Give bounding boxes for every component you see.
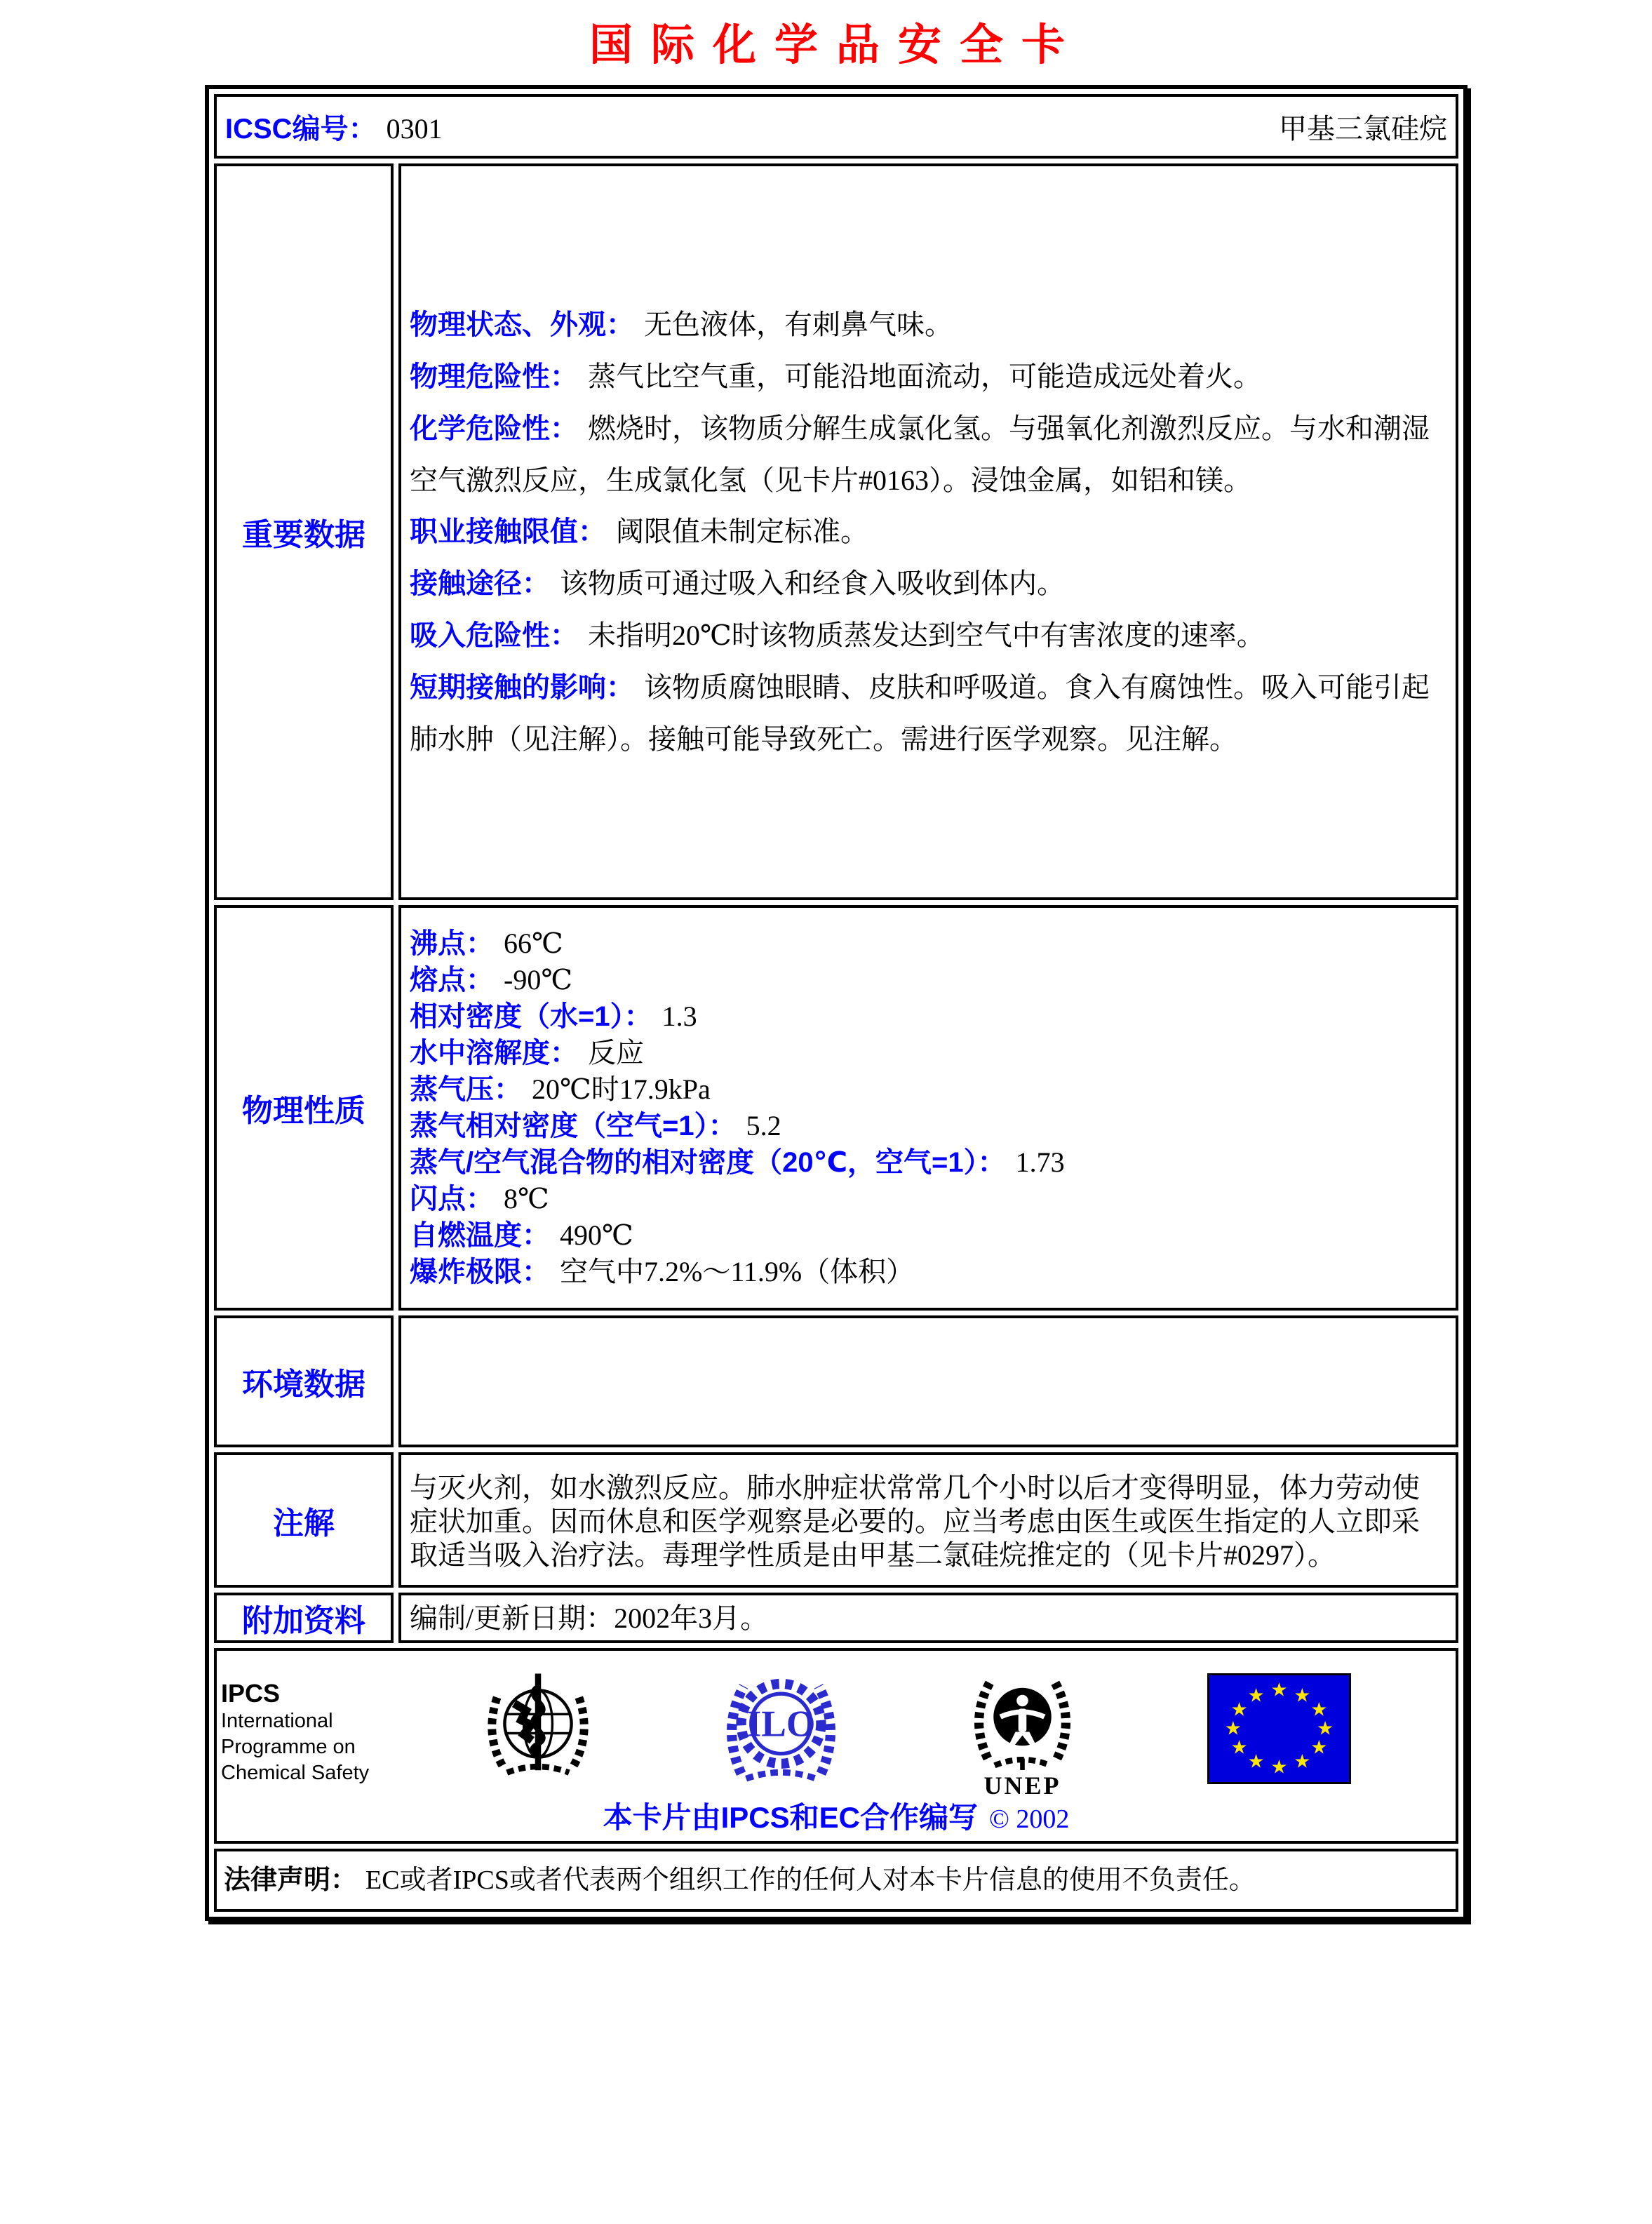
row-legal-statement — [214, 1849, 1458, 1912]
item-text: 20℃时17.9kPa — [532, 1073, 711, 1105]
icsc-card-table — [205, 85, 1468, 1921]
item-text: -90℃ — [504, 964, 573, 996]
chemical-name: 甲基三氯硅烷 — [1279, 112, 1447, 145]
credit-year: © 2002 — [989, 1804, 1070, 1834]
item-text: 未指明20℃时该物质蒸发达到空气中有害浓度的速率。 — [588, 619, 1265, 651]
item-label: 熔点： — [410, 965, 494, 996]
icsc-number-group — [225, 107, 443, 147]
item-text: 8℃ — [504, 1183, 549, 1214]
physical-properties-content — [398, 905, 1458, 1311]
physical-property-item — [410, 1108, 1447, 1144]
item-text: 阈限值未制定标准。 — [616, 516, 868, 547]
eu-star-icon: ★ — [1294, 1684, 1311, 1707]
important-data-row-label: 重要数据 — [214, 163, 394, 900]
additional-info-row-label: 附加资料 — [214, 1593, 394, 1643]
item-label: 吸入危险性： — [410, 620, 578, 651]
eu-star-icon: ★ — [1310, 1699, 1328, 1721]
page-title: 国际化学品安全卡 — [589, 21, 1083, 69]
physical-property-item — [410, 1217, 1447, 1254]
item-label: 爆炸极限： — [410, 1257, 550, 1287]
important-data-item — [410, 558, 1447, 610]
item-label: 自燃温度： — [410, 1220, 550, 1251]
legal-statement — [217, 1864, 1456, 1896]
physical-property-item — [410, 1181, 1447, 1217]
physical-property-item — [410, 1144, 1447, 1181]
item-text: 该物质腐蚀眼睛、皮肤和呼吸道。食入有腐蚀性。吸入可能引起肺水肿（见注解）。接触可能导致死亡。需进行医学观察。见注解。 — [410, 671, 1430, 755]
row-important-data — [214, 163, 1458, 900]
item-text: 490℃ — [560, 1219, 633, 1251]
item-label: 相对密度（水=1）： — [410, 1001, 652, 1032]
unep-logo-label: UNEP — [983, 1771, 1061, 1800]
svg-text:ILO: ILO — [746, 1702, 816, 1745]
credit-text: 本卡片由IPCS和EC合作编写 — [603, 1801, 978, 1834]
credit-line — [217, 1795, 1456, 1837]
ipcs-text-block — [221, 1679, 369, 1786]
ipcs-line-3: Chemical Safety — [221, 1762, 370, 1784]
eu-star-icon: ★ — [1270, 1756, 1288, 1778]
icsc-number-value: 0301 — [386, 112, 443, 145]
physical-property-item — [410, 925, 1447, 962]
item-text: 1.3 — [662, 1000, 697, 1032]
eu-star-icon: ★ — [1230, 1699, 1248, 1721]
physical-property-item — [410, 1071, 1447, 1108]
item-text: 1.73 — [1015, 1146, 1065, 1178]
logos-strip — [217, 1651, 1456, 1841]
item-label: 物理状态、外观： — [410, 309, 634, 340]
item-label: 职业接触限值： — [410, 516, 606, 547]
legal-text: EC或者IPCS或者代表两个组织工作的任何人对本卡片信息的使用不负责任。 — [365, 1865, 1256, 1895]
eu-star-icon: ★ — [1317, 1717, 1334, 1740]
row-physical-properties — [214, 905, 1458, 1311]
notes-row-label: 注解 — [214, 1452, 394, 1588]
ipcs-line-2: Programme on — [221, 1736, 356, 1758]
item-text: 无色液体，有刺鼻气味。 — [644, 309, 953, 340]
important-data-item — [410, 662, 1447, 765]
item-label: 短期接触的影响： — [410, 672, 634, 703]
item-label: 沸点： — [410, 928, 494, 959]
notes-text: 与灭火剂，如水激烈反应。肺水肿症状常常几个小时以后才变得明显，体力劳动使症状加重。因而休息和医学观察是必要的。应当考虑由医生或医生指定的人立即采取适当吸入治疗法。毒理学性质是由甲基二氯硅烷推定的（见卡片#0297）。 — [410, 1471, 1420, 1571]
eu-star-icon: ★ — [1270, 1679, 1288, 1701]
important-data-content — [398, 163, 1458, 900]
item-label: 水中溶解度： — [410, 1038, 578, 1069]
row-environmental-data — [214, 1315, 1458, 1447]
item-text: 空气中7.2%～11.9%（体积） — [560, 1256, 915, 1287]
item-label: 蒸气/空气混合物的相对密度（20℃，空气=1）： — [410, 1147, 1006, 1178]
eu-star-icon: ★ — [1294, 1750, 1311, 1773]
row-notes — [214, 1452, 1458, 1588]
unep-logo-icon — [965, 1668, 1080, 1799]
item-label: 闪点： — [410, 1184, 494, 1214]
eu-star-icon: ★ — [1247, 1750, 1265, 1773]
item-text: 蒸气比空气重，可能沿地面流动，可能造成远处着火。 — [588, 361, 1261, 392]
item-label: 蒸气相对密度（空气=1）： — [410, 1111, 737, 1141]
ipcs-line-1: International — [221, 1710, 333, 1732]
physical-property-item — [410, 1254, 1447, 1290]
eu-star-icon: ★ — [1224, 1717, 1242, 1740]
item-label: 蒸气压： — [410, 1074, 522, 1105]
item-label: 化学危险性： — [410, 413, 578, 444]
important-data-item — [410, 506, 1447, 558]
who-logo-icon — [475, 1668, 601, 1790]
row-additional-info — [214, 1593, 1458, 1643]
item-label: 接触途径： — [410, 568, 550, 599]
important-data-item — [410, 299, 1447, 351]
additional-info-text: 编制/更新日期：2002年3月。 — [410, 1602, 769, 1634]
important-data-item — [410, 351, 1447, 403]
icsc-header — [217, 107, 1456, 147]
environmental-data-content — [398, 1315, 1458, 1447]
environmental-data-row-label: 环境数据 — [214, 1315, 394, 1447]
item-text: 燃烧时，该物质分解生成氯化氢。与强氧化剂激烈反应。与水和潮湿空气激烈反应，生成氯化氢（见卡片#0163）。浸蚀金属，如铝和镁。 — [410, 413, 1430, 496]
physical-property-item — [410, 1035, 1447, 1071]
item-label: 物理危险性： — [410, 361, 578, 392]
additional-info-content — [398, 1593, 1458, 1643]
eu-star-icon: ★ — [1247, 1684, 1265, 1707]
row-icsc-number — [214, 94, 1458, 159]
ilo-logo-icon — [716, 1666, 846, 1795]
important-data-item — [410, 610, 1447, 662]
eu-star-icon: ★ — [1230, 1736, 1248, 1759]
item-text: 66℃ — [504, 927, 563, 959]
item-text: 5.2 — [746, 1110, 781, 1141]
item-text: 反应 — [588, 1037, 644, 1069]
legal-label: 法律声明： — [224, 1865, 358, 1895]
row-organization-logos — [214, 1648, 1458, 1844]
important-data-item — [410, 403, 1447, 506]
physical-property-item — [410, 962, 1447, 998]
ipcs-title: IPCS — [221, 1679, 281, 1708]
physical-property-item — [410, 998, 1447, 1035]
notes-content — [398, 1452, 1458, 1588]
eu-star-icon: ★ — [1310, 1736, 1328, 1759]
item-text: 该物质可通过吸入和经食入吸收到体内。 — [560, 568, 1065, 599]
physical-properties-row-label: 物理性质 — [214, 905, 394, 1311]
eu-flag-icon — [1207, 1673, 1351, 1784]
icsc-number-label: ICSC编号： — [225, 113, 377, 145]
